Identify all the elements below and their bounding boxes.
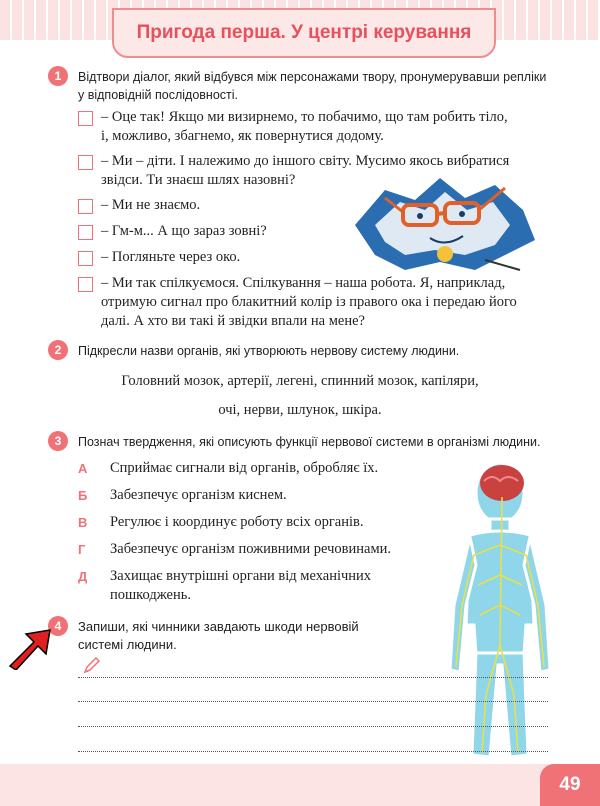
task-number-1: 1 xyxy=(48,66,68,86)
organs-list-line1[interactable]: Головний мозок, артерії, легені, спинний мозок, капіляри, xyxy=(121,373,479,389)
page-number: 49 xyxy=(540,764,600,806)
neuron-character-illustration xyxy=(345,170,540,275)
red-arrow-icon xyxy=(6,628,56,670)
statement-option[interactable]: Г Забезпечує організм поживними речовинами. xyxy=(78,541,392,557)
task1-instruction xyxy=(78,68,553,104)
dialog-item: – Оце так! Якщо ми визирнемо, то побачимо, що там робить тіло, і, можливо, збагнемо, як повернутися додому. xyxy=(78,108,508,146)
order-checkbox[interactable] xyxy=(78,199,93,214)
task4-instruction: Запиши, які чинники завдають шкоди нервовій системі людини. xyxy=(78,619,359,652)
dialog-item: – Гм-м... А що зараз зовні? xyxy=(78,222,267,241)
answer-line[interactable] xyxy=(78,726,548,727)
answer-line[interactable] xyxy=(78,701,548,702)
chapter-title-banner xyxy=(112,8,496,58)
task-number-4: 4 xyxy=(48,616,68,636)
statement-option[interactable]: В Регулює і координує роботу всіх органів. xyxy=(78,514,364,530)
dialog-item: – Ми – діти. І належимо до іншого світу. Мусимо якось вибратися звідси. Ти знаєш шлях назовні? xyxy=(78,152,509,190)
human-nervous-system-figure xyxy=(440,455,560,765)
task2-instruction: Підкресли назви органів, які утворюють нервову систему людини. xyxy=(78,344,460,358)
order-checkbox[interactable] xyxy=(78,251,93,266)
statement-option[interactable]: Д Захищає внутрішні органи від механічних пошкоджень. xyxy=(78,568,372,603)
task-number-2: 2 xyxy=(48,340,68,360)
statement-option[interactable]: А Сприймає сигнали від органів, обробляє їх. xyxy=(78,460,379,476)
task1-instruction-line1: Відтвори діалог, який відбувся між персонажами твору, пронумерувавши репліки xyxy=(78,70,547,84)
dialog-item: – Погляньте через око. xyxy=(78,248,240,267)
dialog-item: – Ми так спілкуємося. Спілкування – наша робота. Я, наприклад, отримую сигнал про блакитний колір із правого ока і передаю його далі. А хто ви такі й звідки впали на мене? xyxy=(78,274,517,331)
answer-line[interactable] xyxy=(78,677,548,678)
task3-instruction: Познач твердження, які описують функції нервової системи в організмі людини. xyxy=(78,435,541,449)
chapter-title: Пригода перша. У центрі керування xyxy=(136,22,472,43)
statement-option[interactable]: Б Забезпечує організм киснем. xyxy=(78,487,287,503)
order-checkbox[interactable] xyxy=(78,111,93,126)
pencil-icon xyxy=(82,655,102,675)
dialog-item: – Ми не знаємо. xyxy=(78,196,200,215)
task1-instruction-line2: у відповідній послідовності. xyxy=(78,88,239,102)
organs-list-line2[interactable]: очі, нерви, шлунок, шкіра. xyxy=(218,402,382,418)
order-checkbox[interactable] xyxy=(78,277,93,292)
footer-bar xyxy=(0,764,600,806)
order-checkbox[interactable] xyxy=(78,155,93,170)
task-number-3: 3 xyxy=(48,431,68,451)
order-checkbox[interactable] xyxy=(78,225,93,240)
answer-line[interactable] xyxy=(78,751,548,752)
